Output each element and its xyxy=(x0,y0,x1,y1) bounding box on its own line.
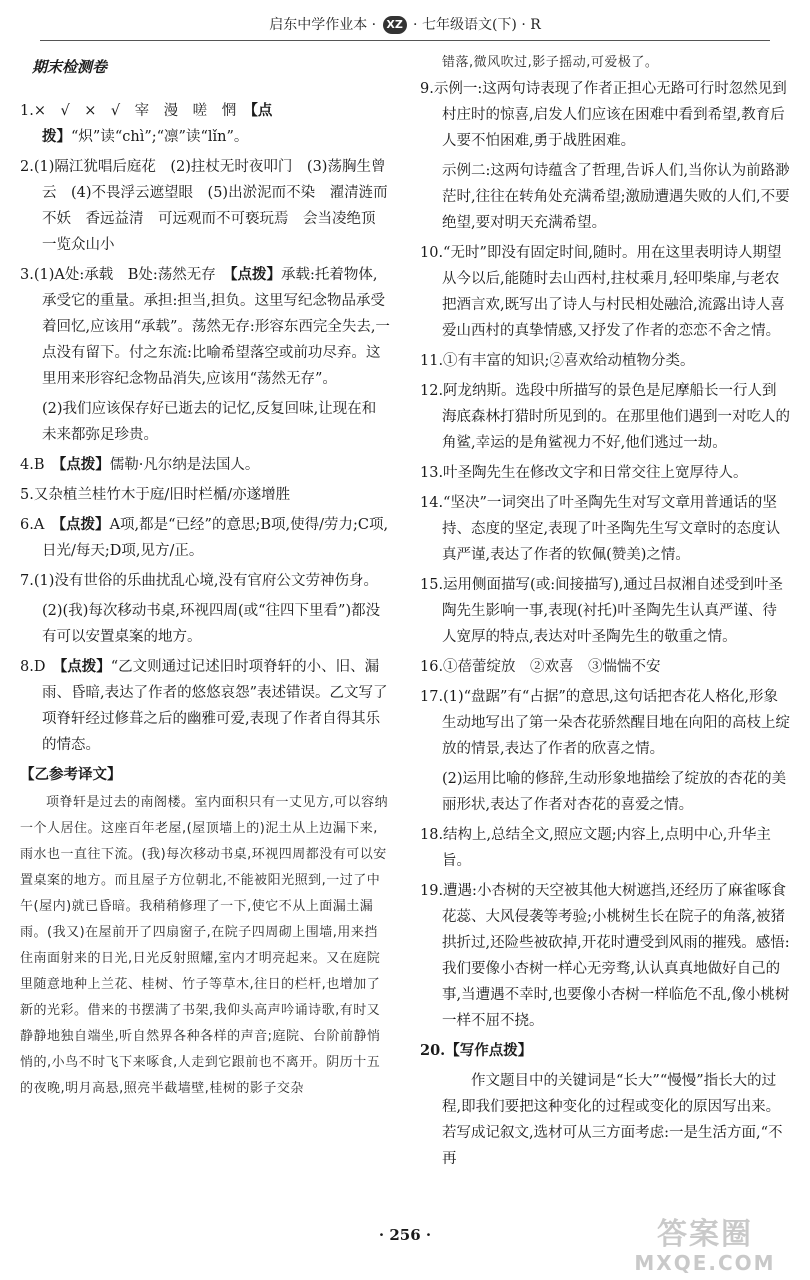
answer-q17-part1: 17.(1)“盘踞”有“占据”的意思,这句话把杏花人格化,形象生动地写出了第一朵杏花骄然醒目地在向阳的高枝上绽放的情景,表达了作者的欣喜之情。 xyxy=(420,689,790,757)
answer-q1: 1.× √ × √ 宰 漫 嗟 惘 【点拨】“炽”读“chì”;“凛”读“lǐn”。 xyxy=(20,102,273,145)
answer-q9-part1: 9.示例一:这两句诗表现了作者正担心无路可行时忽然见到村庄时的惊喜,启发人们应该在困难中看到希望,教育后人要不怕困难,勇于战胜困难。 xyxy=(420,81,787,149)
answer-q9-part2: 示例二:这两句诗蕴含了哲理,告诉人们,当你认为前路渺茫时,往往在转角处充满希望;激励遭遇失败的人们,不要绝望,要对明天充满希望。 xyxy=(442,163,790,231)
section-title: 期末检测卷 xyxy=(32,58,108,76)
answer-q4: 4.B 【点拨】儒勒·凡尔纳是法国人。 xyxy=(20,456,260,473)
answer-q14: 14.“坚决”一词突出了叶圣陶先生对写文章用普通话的坚持、态度的坚定,表现了叶圣陶先生写文章时的态度认真严谨,表达了作者的钦佩(赞美)之情。 xyxy=(420,495,781,563)
translation-text-cont: 错落,微风吹过,影子摇动,可爱极了。 xyxy=(442,55,659,70)
watermark-logo-icon xyxy=(620,1218,790,1278)
translation-heading: 【乙参考译文】 xyxy=(20,766,122,783)
answer-q11: 11.①有丰富的知识;②喜欢给动植物分类。 xyxy=(420,353,695,369)
left-column xyxy=(20,50,390,1102)
answer-q16: 16.①蓓蕾绽放 ②欢喜 ③惴惴不安 xyxy=(420,659,661,675)
answer-q2: 2.(1)隔江犹唱后庭花 (2)拄杖无时夜叩门 (3)荡胸生曾云 (4)不畏浮云遮望眼 (5)出淤泥而不染 濯清涟而不妖 香远益清 可远观而不可亵玩焉 会当凌绝顶 一览众山小 xyxy=(20,159,390,253)
right-column xyxy=(420,50,790,1172)
answer-q17-part2: (2)运用比喻的修辞,生动形象地描绘了绽放的杏花的美丽形状,表达了作者对杏花的喜爱之情。 xyxy=(442,771,787,813)
header-grade-subject: · 七年级语文(下) · R xyxy=(413,17,541,33)
translation-continued xyxy=(420,50,790,76)
answer-q19: 19.遭遇:小杏树的天空被其他大树遮挡,还经历了麻雀啄食花蕊、大风侵袭等考验;小桃树生长在院子的角落,被猪拱折过,还险些被砍掉,开花时遭受到风雨的摧残。感悟:我们要像小杏树一样心无旁骛,认认真真地做好自己的事,当遭遇不幸时,也要像小杏树一样临危不乱,像小桃树一样不屈不挠。 xyxy=(420,883,790,1029)
translation-text: 项脊轩是过去的南阁楼。室内面积只有一丈见方,可以容纳一个人居住。这座百年老屋,(屋顶墙上的)泥土从上边漏下来,雨水也一直往下流。(我)每次移动书桌,环视四周都没有可以安置桌案的地方。而且屋子方位朝北,不能被阳光照到,一过了中午(屋内)就已昏暗。我稍稍修理了一下,使它不从上面漏土漏雨。(我又)在屋前开了四扇窗子,在院子四周砌上围墙,用来挡住南面射来的日光,日光反射照耀,室内才明亮起来。又在庭院里随意地种上兰花、桂树、竹子等草木,往日的栏杆,也增加了新的光彩。借来的书摆满了书架,我仰头高声吟诵诗歌,有时又静静地独自端坐,听自然界各种各样的声音;庭院、台阶前静悄悄的,小鸟不时飞下来啄食,人走到它跟前也不离开。阴历十五的夜晚,明月高悬,照亮半截墙壁,桂树的影子交杂 xyxy=(20,795,389,1096)
tip-label: 【点拨】 xyxy=(230,266,282,283)
answer-q3-part2: (2)我们应该保存好已逝去的记忆,反复回味,让现在和未来都弥足珍贵。 xyxy=(42,401,377,443)
watermark-url: MXQE.COM xyxy=(634,1251,776,1275)
tip-label: 【点拨】 xyxy=(59,456,110,473)
translation-body xyxy=(20,790,390,1102)
page-header xyxy=(40,10,770,41)
answer-q7-part1: 7.(1)没有世俗的乐曲扰乱心境,没有官府公文劳神伤身。 xyxy=(20,573,378,589)
answer-q3-part1: 3.(1)A处:承载 B处:荡然无存 【点拨】承载:托着物体,承受它的重量。承担:担当,担负。这里写纪念物品承受着回忆,应该用“承载”。荡然无存:形容东西完全失去,一点没有留下。付之东流:比喻希望落空或前功尽弃。这里用来形容纪念物品消失,应该用“荡然无存”。 xyxy=(20,266,390,387)
answer-q18: 18.结构上,总结全文,照应文题;内容上,点明中心,升华主旨。 xyxy=(420,827,771,869)
answer-q20-text: 作文题目中的关键词是“长大”“慢慢”指长大的过程,即我们要把这种变化的过程或变化的原因写出来。若写成记叙文,选材可从三方面考虑:一是生活方面,“不再 xyxy=(442,1073,783,1167)
tip-label: 【点拨】 xyxy=(59,658,111,675)
answer-q15: 15.运用侧面描写(或:间接描写),通过吕叔湘自述受到叶圣陶先生影响一事,表现(衬托)叶圣陶先生认真严谨、待人宽厚的特点,表达对叶圣陶先生的敬重之情。 xyxy=(420,577,783,645)
xz-badge-icon: XZ xyxy=(383,16,407,34)
watermark-logo-text: 答案圈 xyxy=(657,1217,753,1252)
answer-q10: 10.“无时”即没有固定时间,随时。用在这里表明诗人期望从今以后,能随时去山西村,拄杖乘月,轻叩柴扉,与老农把酒言欢,既写出了诗人与村民相处融洽,流露出诗人喜爱山西村的真挚情感,又抒发了作者的恋恋不舍之情。 xyxy=(420,245,785,339)
answer-q8: 8.D 【点拨】“乙文则通过记述旧时项脊轩的小、旧、漏雨、昏暗,表达了作者的悠悠哀怨”表述错误。乙文写了项脊轩经过修葺之后的幽雅可爱,表现了作者自得其乐的情态。 xyxy=(20,658,388,753)
tip-label: 【点拨】 xyxy=(42,102,273,145)
answer-q12: 12.阿龙纳斯。选段中所描写的景色是尼摩船长一行人到海底森林打猎时所见到的。在那里他们遇到一对吃人的角鲨,幸运的是角鲨视力不好,他们逃过一劫。 xyxy=(420,383,790,451)
answer-q6: 6.A 【点拨】A项,都是“已经”的意思;B项,使得/劳力;C项,日光/每天;D项,见方/正。 xyxy=(20,516,389,559)
answer-q5: 5.又杂植兰桂竹木于庭/旧时栏楯/亦遂增胜 xyxy=(20,487,291,503)
answer-q20-heading: 20.【写作点拨】 xyxy=(420,1042,533,1059)
page-number: · 256 · xyxy=(378,1226,432,1244)
header-book-title: 启东中学作业本 · xyxy=(269,17,377,33)
tip-label: 【点拨】 xyxy=(58,516,110,533)
answer-q7-part2: (2)(我)每次移动书桌,环视四周(或“往四下里看”)都没有可以安置桌案的地方。 xyxy=(42,603,381,645)
answer-q13: 13.叶圣陶先生在修改文字和日常交往上宽厚待人。 xyxy=(420,465,748,481)
